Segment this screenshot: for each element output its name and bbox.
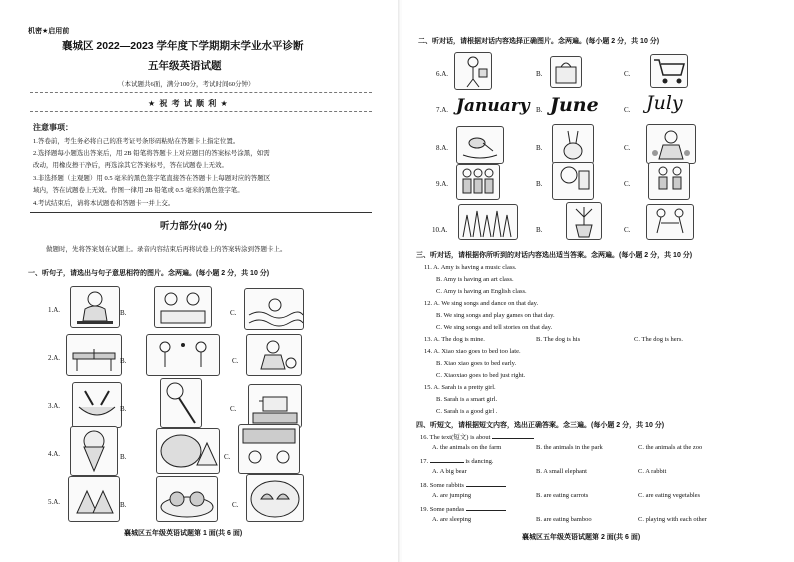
option-label: B. <box>120 405 127 413</box>
happy-new-year-sign-icon <box>238 424 300 474</box>
note-line: 改动，用橡皮擦干净后，再选涂其它答案标号，答在试题卷上无效。 <box>33 162 228 169</box>
exam-page-right <box>402 0 794 562</box>
shopping-bag-icon <box>550 56 582 88</box>
girl-with-flowers-icon <box>646 124 696 164</box>
option-text: C. the animals at the zoo <box>638 444 703 451</box>
note-line: 1.答卷前，考生务必将自己的准考证号条形码粘贴在答题卡上指定位置。 <box>33 138 240 145</box>
option-label: C. <box>624 144 631 152</box>
question-stem <box>420 504 506 513</box>
question-number: 5.A. <box>48 498 61 506</box>
answer-blank <box>466 504 506 511</box>
option-label: C. <box>624 106 631 114</box>
question-number: 6.A. <box>436 70 449 78</box>
secret-tag: 机密★启用前 <box>28 28 70 35</box>
option-label: B. <box>536 106 543 114</box>
divider <box>30 212 372 213</box>
divider <box>30 111 372 112</box>
shopping-cart-icon <box>650 54 688 88</box>
children-playing-icon <box>646 204 694 240</box>
option-text: 13. A. The dog is mine. <box>424 336 485 343</box>
boy-shopping-icon <box>454 52 492 90</box>
option-text: B. Amy is having an art class. <box>436 276 514 283</box>
option-text: B. are eating carrots <box>536 492 589 499</box>
option-label: C. <box>624 70 631 78</box>
stove-pot-icon <box>248 384 302 428</box>
answer-blank <box>466 480 506 487</box>
grass-field-icon <box>458 204 518 240</box>
month-word: January <box>456 96 530 116</box>
question-number: 8.A. <box>436 144 449 152</box>
ice-cream-cone-icon <box>70 426 118 476</box>
option-text: C. A rabbit <box>638 468 667 475</box>
kids-running-icon <box>648 162 690 200</box>
listening-title: 听力部分(40 分) <box>160 221 228 232</box>
subject-title: 五年级英语试题 <box>148 60 222 72</box>
option-text: C. playing with each other <box>638 516 707 523</box>
section4-title: 四、听短文，请根据短文内容，选出正确答案。念三遍。(每小题 2 分，共 10 分) <box>416 422 665 429</box>
section1-title: 一、听句子，请选出与句子意思相符的图片。念两遍。(每小题 2 分，共 10 分) <box>28 270 270 277</box>
option-label: C. <box>624 226 631 234</box>
option-text: A. are sleeping <box>432 516 472 523</box>
option-text: B. the animals in the park <box>536 444 603 451</box>
option-text: B. Xiao xiao goes to bed early. <box>436 360 517 367</box>
option-text: 14. A. Xiao xiao goes to bed too late. <box>424 348 521 355</box>
option-text: 15. A. Sarah is a pretty girl. <box>424 384 496 391</box>
wish-banner: ★ 祝 考 试 顺 利 ★ <box>148 99 229 108</box>
option-text: B. The dog is his <box>536 336 581 343</box>
option-text: C. are eating vegetables <box>638 492 701 499</box>
bird-drinking-water-icon <box>456 126 504 164</box>
question-stem <box>420 432 534 441</box>
option-label: C. <box>230 309 237 317</box>
ping-pong-table-icon <box>66 334 122 376</box>
option-text: C. Sarah is a good girl . <box>436 408 498 415</box>
note-line: 4.考试结束后，请将本试题卷和答题卡一并上交。 <box>33 200 175 207</box>
option-text: B. A small elephant <box>536 468 587 475</box>
option-text: A. are jumping <box>432 492 472 499</box>
boy-drawing-icon <box>552 162 594 200</box>
answer-blank <box>430 456 464 463</box>
option-label: B. <box>120 309 127 317</box>
rabbit-with-flowers-icon <box>552 124 594 164</box>
option-text: C. We sing songs and tell stories on that day. <box>436 324 553 331</box>
month-word: June <box>550 94 599 116</box>
option-text: A. the animals on the farm <box>432 444 502 451</box>
option-label: B. <box>536 180 543 188</box>
note-line: 2.选择题每小题选出答案后，用 2B 铅笔将答题卡上对应题目的答案标号涂黑，如需 <box>33 150 270 157</box>
question-number: 7.A. <box>436 106 449 114</box>
option-label: B. <box>120 357 127 365</box>
option-text: C. Amy is having an English class. <box>436 288 527 295</box>
question-stem-text: 16. The text(短文) is about <box>420 434 491 441</box>
jiaozi-dumplings-plate-icon <box>246 474 304 522</box>
listening-intro: 做题时，先将答案划在试题上。录音内容结束后再将试卷上的答案转涂到答题卡上。 <box>46 246 287 253</box>
note-line: 3.非选择题（主观题）用 0.5 毫米的黑色签字笔直接答在答题卡上每题对应的答题区 <box>33 175 271 182</box>
potted-plant-icon <box>566 202 602 240</box>
question-stem-text: is dancing. <box>465 458 494 465</box>
question-stem-text: 17. <box>420 458 429 465</box>
exam-title: 襄城区 2022—2023 学年度下学期期末学业水平诊断 <box>62 40 304 52</box>
question-stem <box>420 480 506 489</box>
question-number: 3.A. <box>48 402 61 410</box>
girl-doing-homework-icon <box>70 286 120 328</box>
option-label: C. <box>624 180 631 188</box>
option-label: C. <box>232 357 239 365</box>
children-dancing-icon <box>456 164 500 200</box>
month-word: July <box>646 92 683 114</box>
option-label: B. <box>536 70 543 78</box>
question-stem <box>420 456 494 465</box>
zongzi-dumplings-icon <box>68 476 120 522</box>
option-label: B. <box>536 144 543 152</box>
note-line: 域内，答在试题卷上无效。作图一律用 2B 铅笔或 0.5 毫米的黑色签字笔。 <box>33 187 244 194</box>
notes-title: 注意事项： <box>33 123 73 132</box>
child-swimming-icon <box>244 288 304 330</box>
section2-title: 二、听对话，请根据对话内容选择正确图片。念两遍。(每小题 2 分，共 10 分) <box>418 38 660 45</box>
question-number: 4.A. <box>48 450 61 458</box>
hands-washing-vegetables-icon <box>72 382 122 428</box>
option-label: C. <box>224 453 231 461</box>
option-label: C. <box>230 405 237 413</box>
option-text: C. Xiaoxiao goes to bed just right. <box>436 372 526 379</box>
option-label: B. <box>120 501 127 509</box>
option-text: A. A big bear <box>432 468 467 475</box>
divider <box>30 92 372 93</box>
frying-pan-spatula-icon <box>160 378 202 428</box>
option-text: 11. A. Amy is having a music class. <box>424 264 517 271</box>
option-label: B. <box>536 226 543 234</box>
question-stem-text: 19. Some pandas <box>420 506 465 513</box>
question-number: 1.A. <box>48 306 61 314</box>
question-stem-text: 18. Some rabbits <box>420 482 464 489</box>
page-footer: 襄城区五年级英语试题第 2 面(共 6 面) <box>522 534 641 541</box>
mooncakes-plate-icon <box>156 476 218 522</box>
option-label: B. <box>120 453 127 461</box>
answer-blank <box>492 432 534 439</box>
section3-title: 三、听对话，请根据你所听到的对话内容选出适当答案。念两遍。(每小题 2 分，共 10 分) <box>416 252 693 259</box>
page-footer: 襄城区五年级英语试题第 1 面(共 6 面) <box>124 530 243 537</box>
watermelon-slice-icon <box>156 428 220 474</box>
exam-info: （本试题共6面，满分100分，考试时间60分钟） <box>118 81 255 88</box>
option-text: 12. A. We sing songs and dance on that day. <box>424 300 539 307</box>
option-text: B. We sing songs and play games on that day. <box>436 312 555 319</box>
girl-playing-ball-icon <box>246 334 302 376</box>
question-number: 10.A. <box>432 226 448 234</box>
question-number: 9.A. <box>436 180 449 188</box>
option-text: C. The dog is hers. <box>634 336 683 343</box>
option-text: B. Sarah is a smart girl. <box>436 396 498 403</box>
option-text: B. are eating bamboo <box>536 516 592 523</box>
option-label: C. <box>232 501 239 509</box>
question-number: 2.A. <box>48 354 61 362</box>
badminton-players-icon <box>146 334 220 376</box>
children-drawing-icon <box>154 286 212 328</box>
